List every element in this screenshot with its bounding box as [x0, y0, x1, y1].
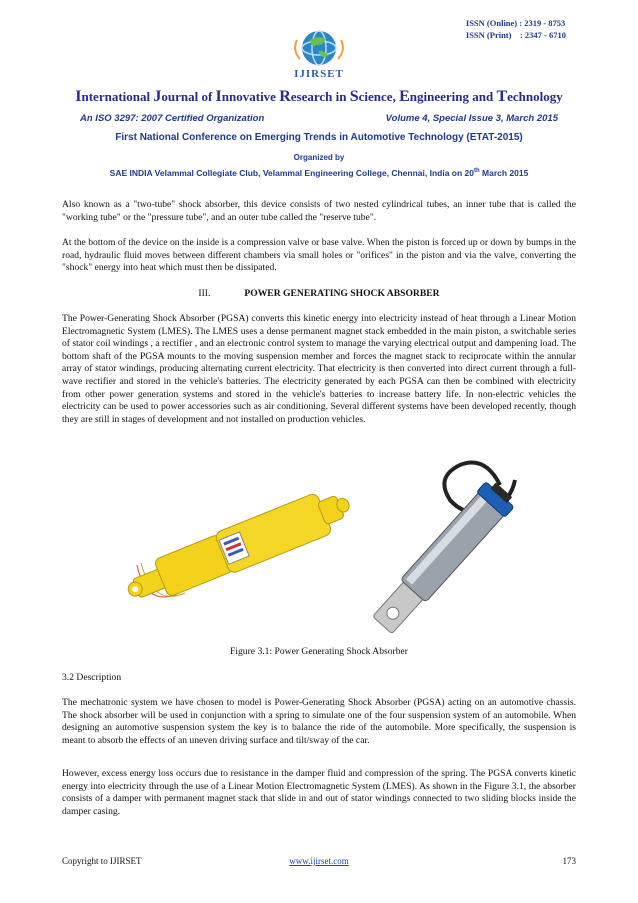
journal-logo: [288, 26, 350, 84]
paragraph-base-valve: At the bottom of the device on the inside is a compression valve or base valve. When the piston is forced up or down by bumps in the road, hydraulic fluid moves between different chambers via small holes or "orifices" in the piston and via the valve, converting the "shock" energy into heat which must then be dissipated.: [62, 237, 576, 274]
title-initial: J: [153, 88, 162, 105]
section-heading: [0, 288, 638, 299]
title-initial: I: [215, 88, 222, 105]
issn-block: [466, 17, 566, 41]
shock-absorber-illustration: [105, 455, 535, 635]
organized-by: Organized by: [293, 153, 345, 162]
title-word: ournal of: [161, 89, 216, 104]
yellow-absorber-image: [121, 483, 357, 613]
section-title: POWER GENERATING SHOCK ABSORBER: [244, 288, 440, 299]
title-word: cience,: [358, 89, 400, 104]
certification-row: [80, 113, 558, 124]
paragraph-two-tube: Also known as a "two-tube" shock absorber, this device consists of two nested cylindrical tubes, an inner tube that is called the "working tube" or the "pressure tube", and an outer tube called the "reserve tube".: [62, 199, 576, 223]
title-word: esearch in: [290, 89, 350, 104]
silver-absorber-image: [368, 463, 518, 636]
section-number: III.: [198, 288, 211, 299]
logo-text: IJIRSET: [294, 68, 344, 80]
iso-certification: An ISO 3297: 2007 Certified Organization: [80, 113, 265, 124]
venue-text: SAE INDIA Velammal Collegiate Club, Velammal Engineering College, Chennai, India on 20: [109, 168, 474, 178]
footer-website-link[interactable]: [0, 856, 638, 866]
paragraph-pgsa: The Power-Generating Shock Absorber (PGSA) converts this kinetic energy into electricity instead of heat through a Linear Motion Electromagnetic System (LMES). The LMES uses a dense permanent magnet stack embedded in the main piston, a switchable series of stator coil windings , a rectifier , and an electronic control system to manage the varying electrical output and dampening load. The bottom shaft of the PGSA mounts to the moving suspension member and forces the magnet stack to reciprocate within the annular array of stator windings, producing alternating current electricity. That electricity is then converted into direct current through a full-wave rectifier and stored in the vehicle's batteries. The electricity generated by each PGSA can then be combined with electricity from other power generation systems and stored in the vehicle's batteries to increase battery life. In non-electric vehicles the electricity can be used to power accessories such as air conditioning. Several different systems have been developed recently, though they are still in stages of development and not installed on production vehicles.: [62, 313, 576, 425]
page-number: 173: [562, 856, 576, 866]
venue-date: March 2015: [479, 168, 529, 178]
paragraph-energy-loss: However, excess energy loss occurs due to resistance in the damper fluid and compression of the spring. The PGSA converts kinetic energy into electricity through the use of a Linear Motion Electromagnetic System (LMES). As shown in the Figure 3.1, the absorber consists of a damper with permanent magnet stack that slide in and out of stator windings connected to two sliding blocks inside the damper casing.: [62, 768, 576, 817]
title-initial: I: [75, 88, 82, 105]
title-initial: E: [399, 88, 410, 105]
title-word: nnovative: [221, 89, 280, 104]
issn-online: ISSN (Online) : 2319 - 8753: [465, 18, 566, 28]
title-initial: R: [279, 88, 291, 105]
paragraph-mechatronic: The mechatronic system we have chosen to model is Power-Generating Shock Absorber (PGSA) acting on an automotive chassis. The shock absorber will be used in conjunction with a spring to simulate one of the four suspension system of an automobile. When designing an automotive suspension system the key is to balance the ride of the automobile. More specifically, the suspension is meant to absorb the effects of an uneven driving surface and tilt/sway of the car.: [62, 697, 576, 746]
venue-superscript: th: [474, 168, 480, 175]
figure-shock-absorbers: [105, 455, 535, 635]
footer-copyright: Copyright to IJIRSET: [62, 856, 142, 866]
conference-title: First National Conference on Emerging Trends in Automotive Technology (ETAT-2015): [115, 132, 523, 143]
journal-title: [0, 88, 638, 106]
subsection-heading: 3.2 Description: [62, 672, 122, 683]
issn-print: ISSN (Print) : 2347 - 6710: [465, 30, 566, 40]
title-word: nternational: [81, 89, 154, 104]
title-word: ngineering and: [409, 89, 497, 104]
title-word: echnology: [507, 89, 563, 104]
title-initial: S: [349, 88, 359, 105]
title-initial: T: [496, 88, 508, 105]
figure-caption: Figure 3.1: Power Generating Shock Absorber: [230, 646, 408, 657]
website-link-text[interactable]: www.ijirset.com: [289, 856, 349, 866]
conference-venue: [0, 168, 638, 178]
volume-info: Volume 4, Special Issue 3, March 2015: [385, 113, 558, 124]
